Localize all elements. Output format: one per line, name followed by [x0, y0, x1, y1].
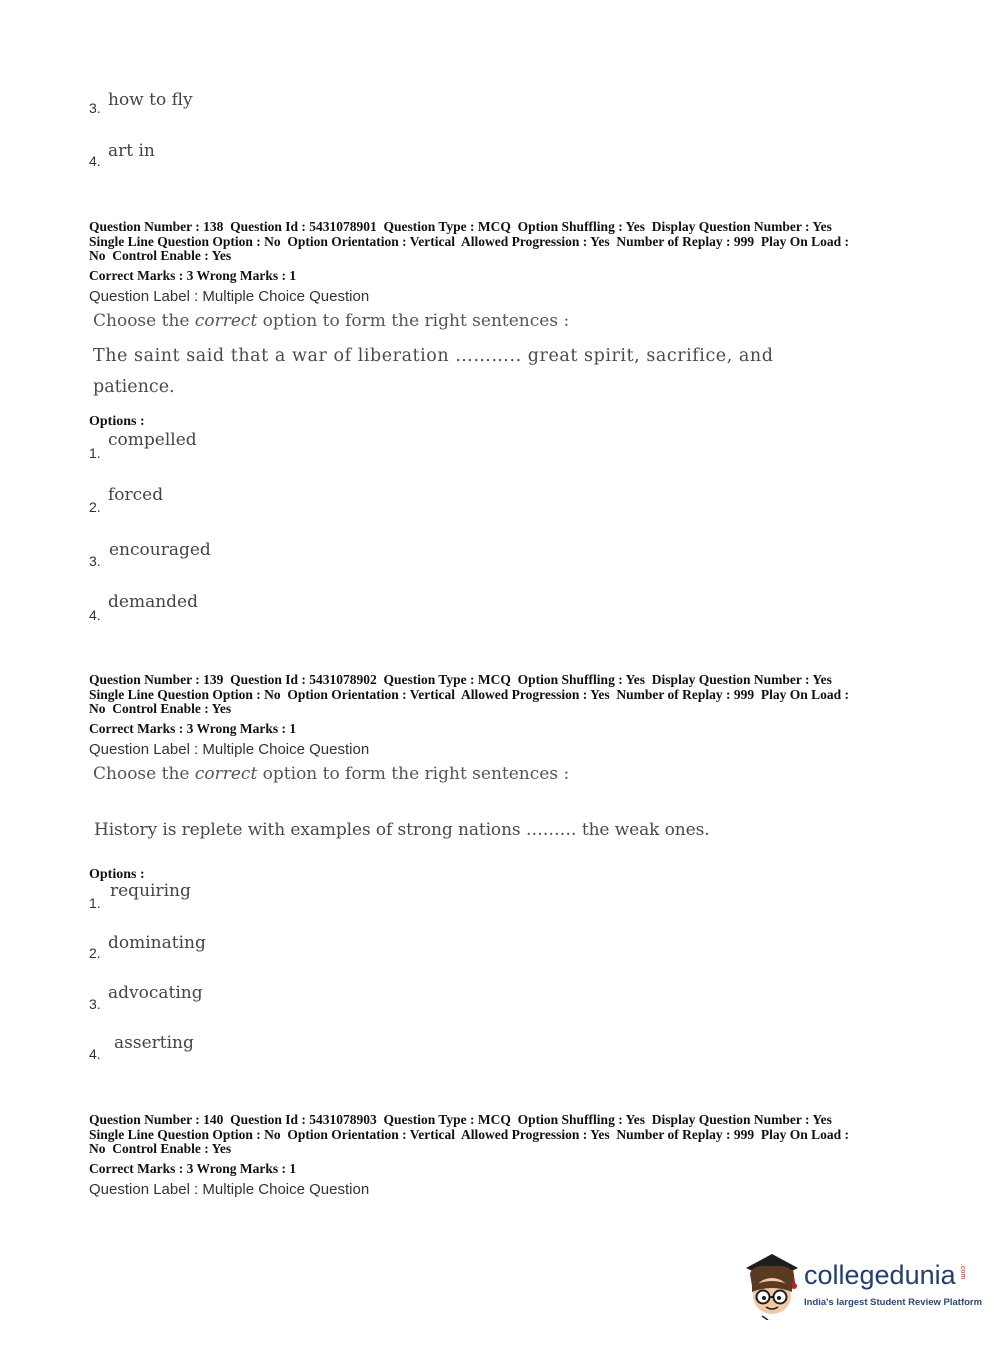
option-text: asserting — [114, 1033, 194, 1053]
logo-suffix: .com — [959, 1264, 966, 1280]
option-text: dominating — [108, 933, 206, 953]
option-number: 3. — [89, 996, 101, 1012]
question-stem-continued: patience. — [93, 377, 175, 397]
option-number: 4. — [89, 153, 101, 169]
option-text: advocating — [108, 983, 203, 1003]
question-marks: Correct Marks : 3 Wrong Marks : 1 — [89, 1161, 297, 1176]
option-text: forced — [108, 485, 164, 505]
question-prompt: Choose the correct option to form the right sentences : — [93, 311, 570, 331]
question-stem: History is replete with examples of strong nations ……… the weak ones. — [94, 820, 710, 840]
question-meta: Question Number : 140 Question Id : 5431078903 Question Type : MCQ Option Shuffling : Yes Display Question Number : Yes Single Line Question Option : No Option Orientation : Vertical Allowed Progression : Yes Number of Replay : 999 Play On Load : No Control Enable : Yes — [89, 1112, 850, 1156]
question-meta: Question Number : 138 Question Id : 5431078901 Question Type : MCQ Option Shuffling : Yes Display Question Number : Yes Single Line Question Option : No Option Orientation : Vertical Allowed Progression : Yes Number of Replay : 999 Play On Load : No Control Enable : Yes — [89, 219, 850, 263]
question-marks: Correct Marks : 3 Wrong Marks : 1 — [89, 721, 297, 736]
student-mascot-icon — [742, 1250, 802, 1320]
question-prompt: Choose the correct option to form the right sentences : — [93, 764, 570, 784]
question-meta: Question Number : 139 Question Id : 5431078902 Question Type : MCQ Option Shuffling : Yes Display Question Number : Yes Single Line Question Option : No Option Orientation : Vertical Allowed Progression : Yes Number of Replay : 999 Play On Load : No Control Enable : Yes — [89, 672, 850, 716]
option-text: how to fly — [108, 90, 193, 110]
option-number: 1. — [89, 895, 101, 911]
question-label: Question Label : Multiple Choice Question — [89, 288, 370, 305]
options-heading: Options : — [89, 867, 145, 882]
option-number: 1. — [89, 445, 101, 461]
option-number: 2. — [89, 945, 101, 961]
option-text: requiring — [110, 881, 191, 901]
option-number: 2. — [89, 499, 101, 515]
option-text: encouraged — [109, 540, 211, 560]
option-number: 4. — [89, 1046, 101, 1062]
question-label: Question Label : Multiple Choice Question — [89, 741, 370, 758]
option-text: art in — [108, 141, 155, 161]
option-text: compelled — [108, 430, 197, 450]
collegedunia-logo[interactable] — [742, 1250, 983, 1320]
question-label: Question Label : Multiple Choice Question — [89, 1181, 370, 1198]
option-number: 3. — [89, 553, 101, 569]
question-stem: The saint said that a war of liberation ……….. great spirit, sacrifice, and — [93, 346, 774, 366]
option-number: 4. — [89, 607, 101, 623]
logo-wordmark: collegedunia — [804, 1260, 956, 1290]
question-marks: Correct Marks : 3 Wrong Marks : 1 — [89, 268, 297, 283]
option-number: 3. — [89, 100, 101, 116]
logo-tagline: India's largest Student Review Platform — [804, 1297, 983, 1308]
options-heading: Options : — [89, 414, 145, 429]
option-text: demanded — [108, 592, 198, 612]
